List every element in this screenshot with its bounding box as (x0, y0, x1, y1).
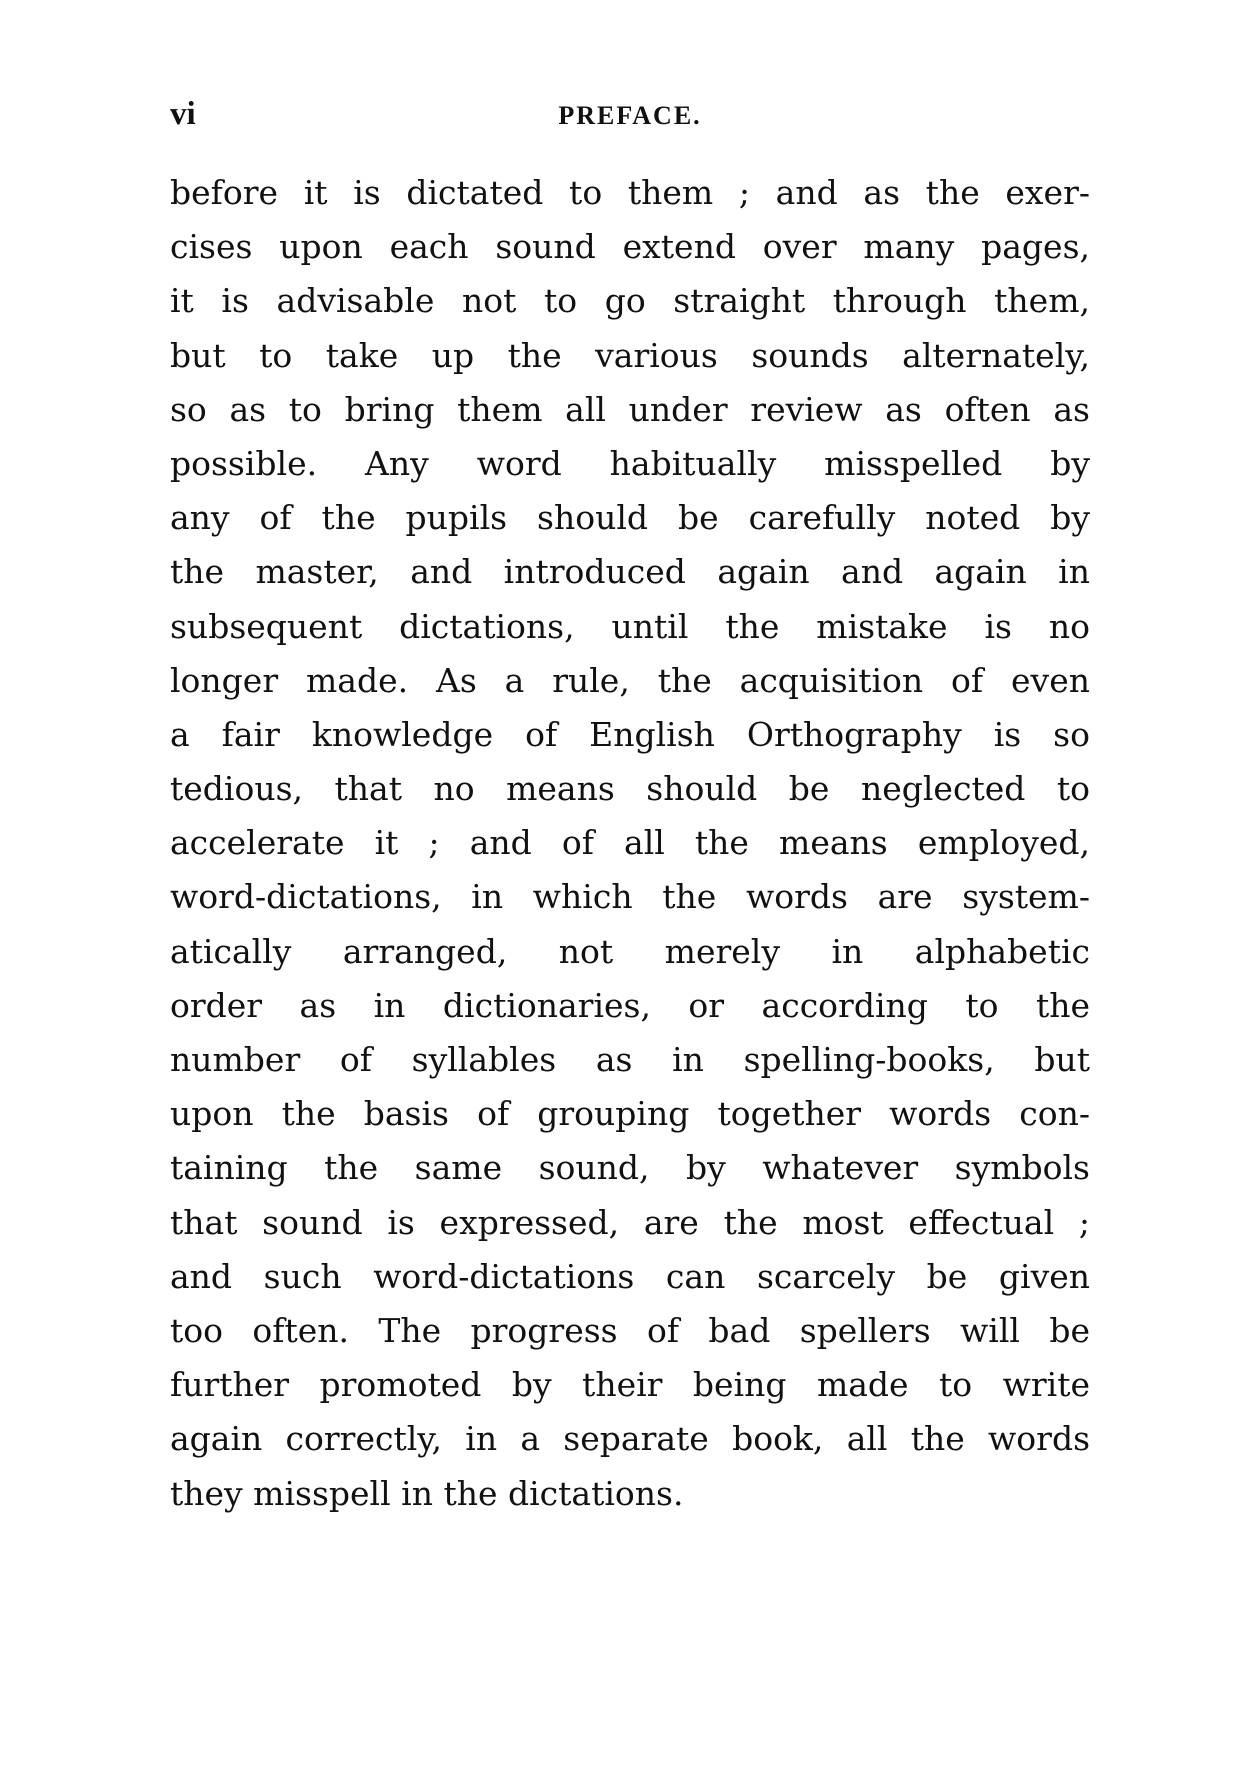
text-line: it is advisable not to go straight through them, (170, 281, 1090, 321)
text-line: again correctly, in a separate book, all the words (170, 1419, 1090, 1459)
text-line: possible. Any word habitually misspelled by (170, 443, 1090, 483)
text-line: subsequent dictations, until the mistake is no (170, 606, 1090, 646)
text-line: tedious, that no means should be neglected to (170, 769, 1090, 809)
text-line: the master, and introduced again and again in (170, 552, 1090, 592)
text-line: but to take up the various sounds alternately, (170, 335, 1090, 375)
text-line: word-dictations, in which the words are system- (170, 877, 1090, 917)
text-line: so as to bring them all under review as often as (170, 389, 1090, 429)
text-line: that sound is expressed, are the most effectual ; (170, 1202, 1090, 1242)
running-title: PREFACE. (558, 101, 702, 130)
text-line: accelerate it ; and of all the means employed, (170, 823, 1090, 863)
text-line: too often. The progress of bad spellers will be (170, 1310, 1090, 1350)
text-line: a fair knowledge of English Orthography is so (170, 714, 1090, 754)
text-line: they misspell in the dictations. (170, 1473, 684, 1513)
page-number: vi (170, 96, 196, 132)
text-line: further promoted by their being made to write (170, 1365, 1090, 1405)
text-line: any of the pupils should be carefully noted by (170, 498, 1090, 538)
text-line: cises upon each sound extend over many pages, (170, 227, 1090, 267)
text-line: and such word-dictations can scarcely be given (170, 1256, 1090, 1296)
text-line: upon the basis of grouping together words con- (170, 1094, 1090, 1134)
running-head (170, 94, 1090, 134)
text-line: taining the same sound, by whatever symbols (170, 1148, 1090, 1188)
text-line: atically arranged, not merely in alphabetic (170, 931, 1090, 971)
preface-paragraph (170, 166, 1090, 1521)
text-line: number of syllables as in spelling-books, but (170, 1040, 1090, 1079)
text-line: before it is dictated to them ; and as the exer- (170, 173, 1090, 212)
text-line: order as in dictionaries, or according to the (170, 985, 1090, 1025)
text-line: longer made. As a rule, the acquisition of even (170, 660, 1090, 700)
